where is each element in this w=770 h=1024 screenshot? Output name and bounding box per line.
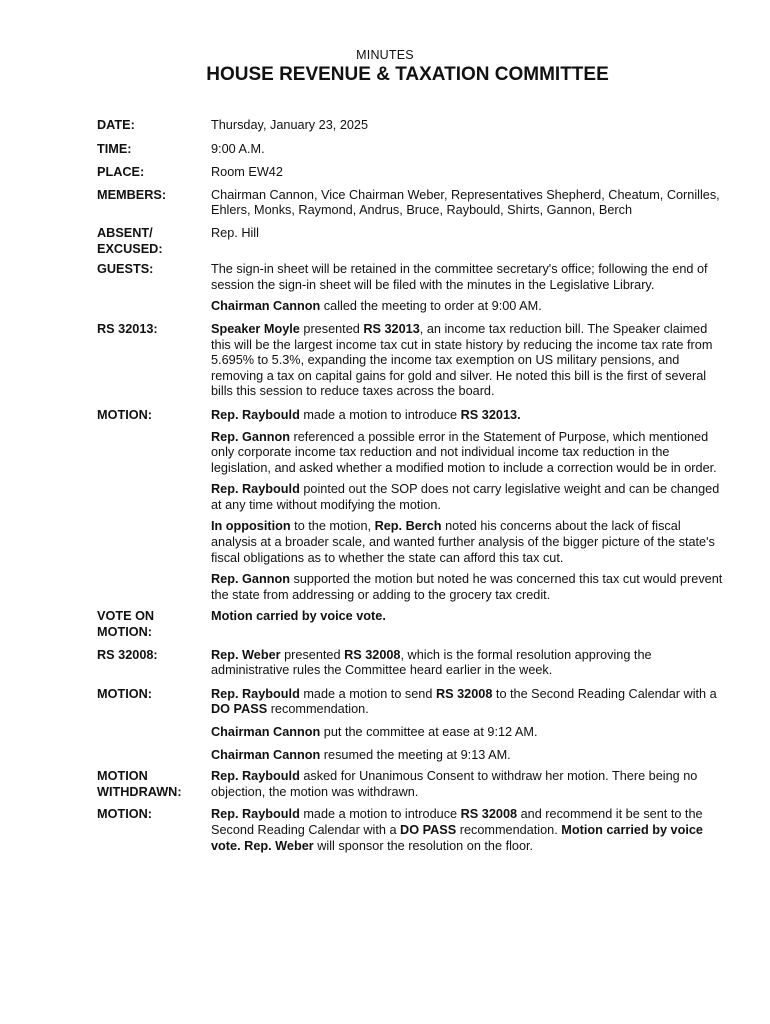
raybould-comment-text [211, 482, 727, 513]
withdrawn-label-line1: MOTION [97, 769, 148, 784]
rs32013-label: RS 32013: [97, 321, 158, 336]
rs32013-text [211, 322, 727, 400]
speaker-name: Rep. Gannon [211, 572, 290, 587]
call-to-order-text [211, 299, 727, 315]
speaker-name: Rep. Raybould [211, 482, 300, 497]
speaker-name: Rep. Raybould [211, 807, 300, 822]
rs32013-row [97, 322, 727, 400]
place-row [97, 165, 727, 181]
absent-label-line1: ABSENT/ [97, 225, 153, 240]
at-ease-text [211, 725, 727, 741]
speaker-name: Rep. Weber [244, 838, 314, 853]
minutes-body [97, 118, 727, 854]
text-run: pointed out the SOP does not carry legislative weight and can be changed at any time without modifying the motion. [211, 482, 720, 512]
speaker-name: Rep. Raybould [211, 769, 300, 784]
document-kicker: MINUTES [356, 48, 414, 62]
rs32008-row [97, 648, 727, 679]
motion3-text [211, 807, 727, 854]
members-label: MEMBERS: [97, 187, 167, 202]
motion1-text [211, 408, 727, 424]
withdrawn-row [97, 769, 727, 800]
text-run: to the Second Reading Calendar with a [492, 686, 717, 701]
speaker-name: Chairman Cannon [211, 747, 321, 762]
absent-label [97, 226, 211, 257]
text-run: to the motion, [290, 519, 375, 534]
date-value: Thursday, January 23, 2025 [211, 118, 369, 132]
gannon-support-text [211, 572, 727, 603]
motion2-row [97, 687, 727, 718]
rs32008-label: RS 32008: [97, 647, 158, 662]
vote1-result: Motion carried by voice vote. [211, 609, 386, 624]
resumed-text [211, 748, 727, 764]
speaker-name: Chairman Cannon [211, 725, 321, 739]
resumed-row [97, 748, 727, 764]
opposition-row [97, 519, 727, 566]
speaker-name: Rep. Raybould [211, 407, 300, 422]
text-run: , an income tax reduction bill. The Speaker claimed this will be the largest income tax cut in state history by reducing the income tax rate from 5.695% to 5.3%, expanding the income tax exemption on US military pensions, and removing a tax on capital gains for gold and silver. He noted this bill is the first of several bills this session to reduce taxes across the board. [211, 321, 713, 399]
text-run: , which is the formal resolution approving the administrative rules the Committee heard earlier in the week. [211, 647, 652, 678]
gannon-comment-text [211, 430, 727, 477]
withdrawn-text [211, 769, 727, 800]
vote1-row [97, 609, 727, 640]
vote1-label [97, 609, 211, 640]
speaker-name: Rep. Raybould [211, 686, 300, 701]
call-to-order-desc: called the meeting to order at 9:00 AM. [320, 299, 542, 314]
text-run: resumed the meeting at 9:13 AM. [320, 747, 511, 762]
motion3-label: MOTION: [97, 807, 152, 822]
text-run: presented [299, 321, 364, 336]
withdrawn-label-line2: WITHDRAWN: [97, 784, 182, 799]
text-run: made a motion to introduce [299, 407, 461, 422]
bill-number: RS 32013. [460, 407, 521, 422]
text-run: will sponsor the resolution on the floor. [313, 838, 534, 853]
text-run: made a motion to introduce [299, 807, 461, 822]
call-to-order-row [97, 299, 727, 315]
rs32008-text [211, 648, 727, 679]
vote1-label-line2: MOTION: [97, 625, 152, 640]
absent-value: Rep. Hill [211, 225, 259, 240]
motion1-row [97, 408, 727, 424]
place-value: Room EW42 [211, 165, 283, 180]
text-run: and recommend it be sent to the Second Reading Calendar with a [211, 807, 703, 837]
text-run: made a motion to send [299, 686, 436, 701]
gannon-support-row [97, 572, 727, 603]
time-label: TIME: [97, 141, 132, 156]
text-run: put the committee at ease at 9:12 AM. [320, 725, 538, 739]
motion3-row [97, 807, 727, 854]
document-title: HOUSE REVENUE & TAXATION COMMITTEE [206, 64, 609, 85]
gannon-comment-row [97, 430, 727, 477]
opposition-text [211, 519, 727, 566]
text-run: referenced a possible error in the Statement of Purpose, which mentioned only corporate income tax reduction and not individual income tax reduction in the legislation, and asked whether a modified motion to include a correction would be in order. [211, 429, 717, 475]
absent-row [97, 226, 727, 257]
speaker-name: Rep. Gannon [211, 429, 290, 444]
motion2-text [211, 687, 727, 718]
guests-row [97, 262, 727, 293]
vote-result: Motion carried by voice vote. [211, 822, 703, 853]
text-run: presented [280, 647, 345, 662]
withdrawn-label [97, 769, 211, 800]
raybould-comment-row [97, 482, 727, 513]
recommendation: DO PASS [211, 702, 268, 717]
text-run: recommendation. [456, 822, 562, 837]
place-label: PLACE: [97, 165, 145, 180]
bill-number: RS 32013 [363, 321, 420, 336]
motion2-label: MOTION: [97, 686, 152, 701]
bill-number: RS 32008 [435, 686, 493, 701]
guests-value: The sign-in sheet will be retained in the committee secretary's office; following the end of session the sign-in sheet will be filed with the minutes in the Legislative Library. [211, 262, 708, 292]
bill-number: RS 32008 [460, 807, 518, 822]
absent-label-line2: EXCUSED: [97, 241, 163, 256]
date-row [97, 118, 727, 134]
motion1-label: MOTION: [97, 407, 152, 422]
members-value: Chairman Cannon, Vice Chairman Weber, Representatives Shepherd, Cheatum, Cornilles, Ehlers, Monks, Raymond, Andrus, Bruce, Raybould, Shirts, Gannon, Berch [211, 187, 720, 218]
guests-label: GUESTS: [97, 262, 154, 277]
date-label: DATE: [97, 118, 135, 132]
text-run: asked for Unanimous Consent to withdraw her motion. There being no objection, the motion was withdrawn. [211, 769, 698, 799]
speaker-name: Rep. Weber [211, 647, 281, 662]
at-ease-row [97, 725, 727, 741]
vote1-label-line1: VOTE ON [97, 609, 155, 624]
emphasis: In opposition [211, 519, 291, 534]
text-run: noted his concerns about the lack of fiscal analysis at a broader scale, and wanted further analysis of the bigger picture of the state's fiscal obligations as to whether the state can afford this tax cut. [211, 519, 715, 565]
text-run: supported the motion but noted he was concerned this tax cut would prevent the state from addressing or adding to the grocery tax credit. [211, 572, 723, 602]
members-row [97, 188, 727, 219]
speaker-name: Rep. Berch [374, 519, 442, 534]
speaker-name: Chairman Cannon [211, 299, 321, 314]
speaker-name: Speaker Moyle [211, 321, 300, 336]
recommendation: DO PASS [400, 822, 457, 837]
time-value: 9:00 A.M. [211, 141, 265, 156]
text-run: recommendation. [267, 702, 369, 717]
time-row [97, 142, 727, 158]
bill-number: RS 32008 [344, 647, 401, 662]
